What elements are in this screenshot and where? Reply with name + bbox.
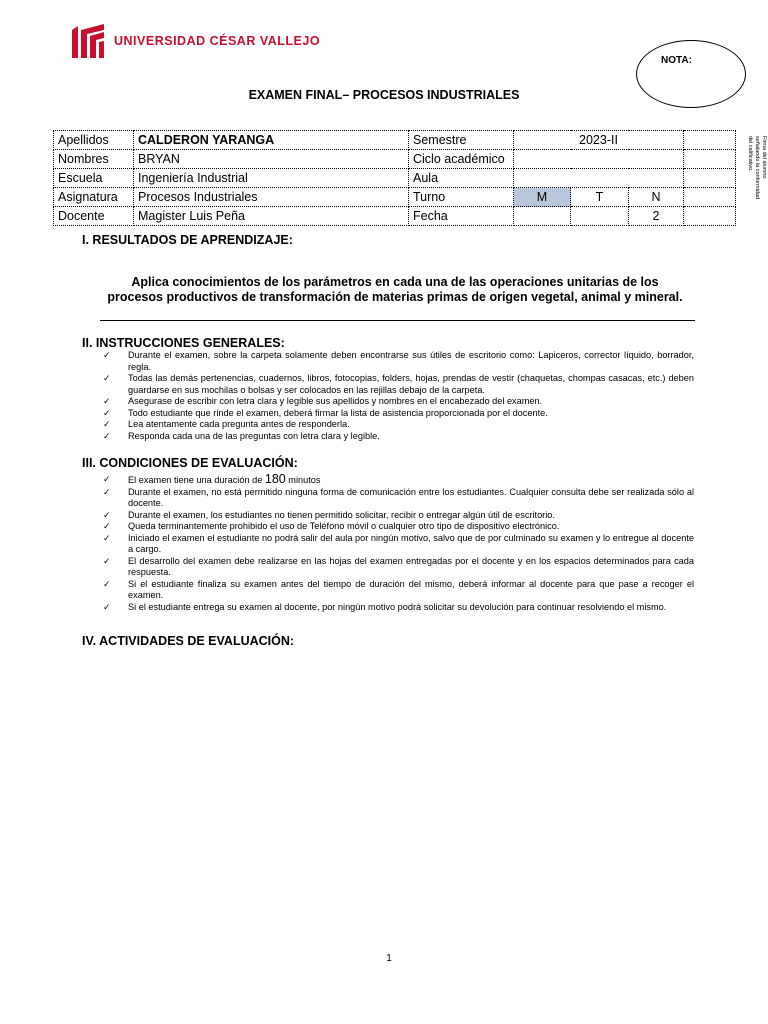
check-icon: ✓ [103,396,111,406]
signature-note-line: Firma del alumno [761,136,767,179]
instructions-list [103,350,694,442]
empty-cell [684,150,736,169]
ciclo-value [514,150,684,169]
list-item: ✓ Si el estudiante entrega su examen al docente, por ningún motivo podrá solicitar su devolución para continuar resolviendo el mismo. [103,601,667,612]
signature-note-line: señalando la conformidad [754,136,760,199]
empty-cell [684,169,736,188]
university-name: UNIVERSIDAD CÉSAR VALLEJO [114,34,321,48]
turno-n: N [629,188,684,207]
fecha-month [571,207,629,226]
check-icon: ✓ [103,373,111,383]
semestre-value: 2023-II [514,131,684,150]
section-4-heading: IV. ACTIVIDADES DE EVALUACIÓN: [82,634,295,648]
page-number: 1 [386,953,392,964]
duration-value: 180 [264,472,286,486]
section-2-heading: II. INSTRUCCIONES GENERALES: [82,336,285,350]
escuela-value: Ingeniería Industrial [134,169,409,188]
section-3-heading: III. CONDICIONES DE EVALUACIÓN: [82,456,298,470]
check-icon: ✓ [103,419,111,429]
check-icon: ✓ [103,430,111,441]
conditions-list [103,474,694,613]
list-item: ✓ Responda cada una de las preguntas con letra clara y legible. [103,430,380,441]
asignatura-value: Procesos Industriales [134,188,409,207]
university-logo-icon [70,22,106,60]
list-item: ✓ Lea atentamente cada pregunta antes de responderla. [103,419,350,429]
grade-label: NOTA: [661,55,692,66]
list-item: ✓ El examen tiene una duración de 180 minutos [103,472,321,486]
check-icon: ✓ [103,532,111,543]
docente-value: Magister Luis Peña [134,207,409,226]
check-icon: ✓ [103,350,111,360]
fecha-day [514,207,571,226]
empty-cell [684,207,736,226]
check-icon: ✓ [103,521,111,531]
apellidos-label: Apellidos [54,131,134,150]
list-item: ✓ El desarrollo del examen debe realizarse en las hojas del examen entregadas por el docente y en los espacios determinados para cada respuesta. [103,555,694,577]
check-icon: ✓ [103,486,111,497]
turno-m: M [514,188,571,207]
check-icon: ✓ [103,474,111,484]
check-icon: ✓ [103,578,111,589]
ciclo-label: Ciclo académico [409,150,514,169]
docente-label: Docente [54,207,134,226]
check-icon: ✓ [103,407,111,418]
semestre-label: Semestre [409,131,514,150]
list-item: ✓ Todo estudiante que rinde el examen, deberá firmar la lista de asistencia proporcionada por el docente. [103,407,548,418]
list-item: ✓ Queda terminantemente prohibido el uso de Teléfono móvil o cualquier otro tipo de dispositivo electrónico. [103,521,560,531]
section-1-heading: I. RESULTADOS DE APRENDIZAJE: [82,233,293,247]
student-info-table [53,130,736,226]
check-icon: ✓ [103,601,111,612]
check-icon: ✓ [103,509,111,520]
escuela-label: Escuela [54,169,134,188]
check-icon: ✓ [103,555,111,566]
fecha-value: 2 [629,207,684,226]
list-item: ✓ Todas las demás pertenencias, cuadernos, libros, fotocopias, folders, hojas, prendas de vestir (chaquetas, chompas casacas, etc.) deben guardarse en sus mochilas o bolsas y ser colocados en las rejillas debajo de la carpeta. [103,373,694,395]
list-item: ✓ Asegurase de escribir con letra clara y legible sus apellidos y nombres en el encabezado del examen. [103,396,543,406]
divider [100,320,695,321]
exam-title: EXAMEN FINAL– PROCESOS INDUSTRIALES [248,88,520,102]
fecha-label: Fecha [409,207,514,226]
nombres-value: BRYAN [134,150,409,169]
list-item: ✓ Durante el examen, sobre la carpeta solamente deben encontrarse sus útiles de escritorio como: Lapiceros, corrector líquido, borrador, regla. [103,350,694,372]
nombres-label: Nombres [54,150,134,169]
aula-value [514,169,684,188]
apellidos-value: CALDERON YARANGA [134,131,409,150]
empty-cell [684,131,736,150]
empty-cell [684,188,736,207]
signature-note-line: del calificativo. [747,136,753,172]
objective-line: Aplica conocimientos de los parámetros en cada una de las operaciones unitarias de los [131,275,659,289]
list-item: ✓ Iniciado el examen el estudiante no podrá salir del aula por ningún motivo, salvo que de por culminado su examen y lo entregue al docente a cargo. [103,532,694,554]
objective-line: procesos productivos de transformación de materias primas de origen vegetal, animal y mineral. [107,290,683,304]
turno-label: Turno [409,188,514,207]
asignatura-label: Asignatura [54,188,134,207]
list-item: ✓ Durante el examen, no está permitido ninguna forma de comunicación entre los estudiantes. Cualquier consulta debe ser realizada sólo al docente. [103,486,694,508]
aula-label: Aula [409,169,514,188]
turno-t: T [571,188,629,207]
list-item: ✓ Durante el examen, los estudiantes no tienen permitido solicitar, recibir o entregar algún útil de escritorio. [103,509,555,520]
list-item: ✓ Si el estudiante finaliza su examen antes del tiempo de duración del mismo, deberá informar al docente para que pase a recoger el examen. [103,578,694,600]
learning-objective [90,275,700,305]
